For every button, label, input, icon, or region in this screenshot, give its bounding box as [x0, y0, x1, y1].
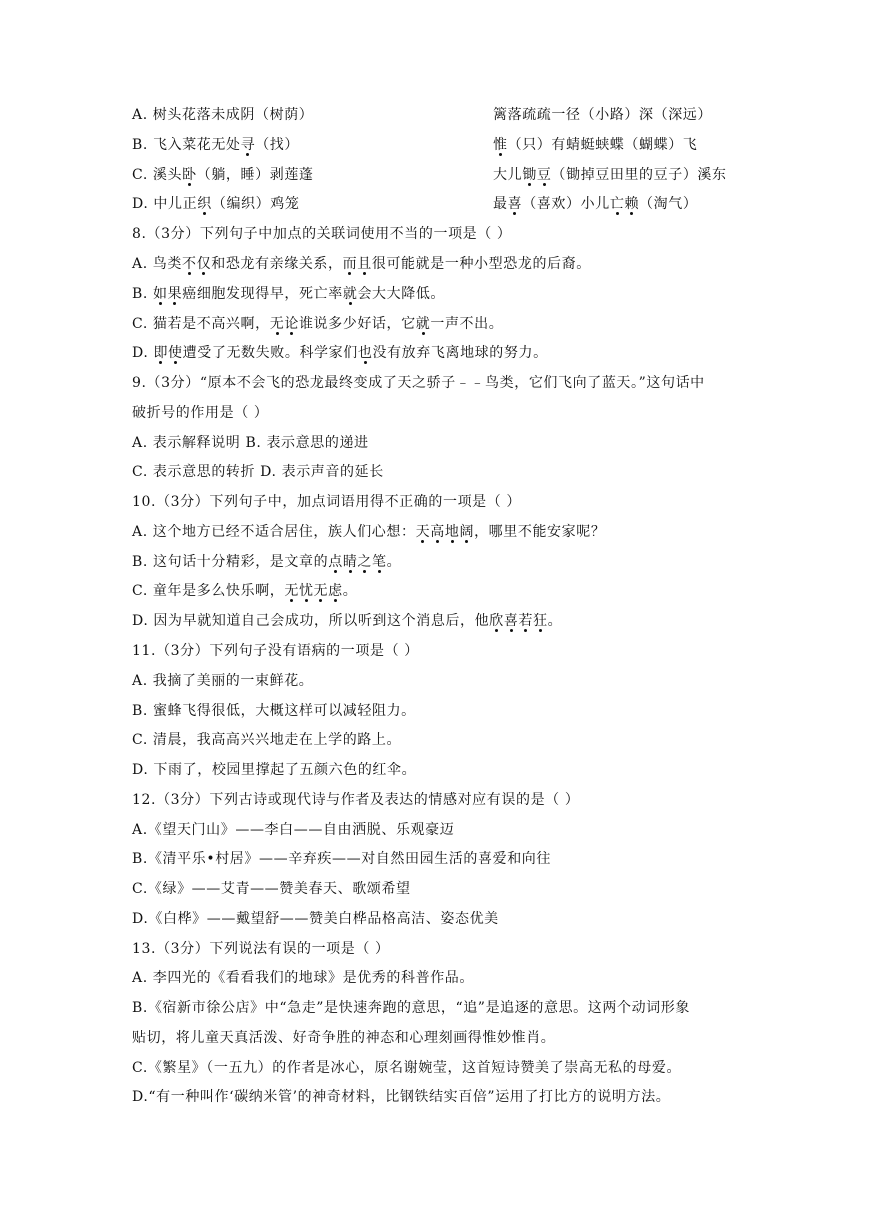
- q7-option-b: B. 飞入菜花无处寻（找）: [132, 137, 300, 153]
- q11-option-b: B. 蜜蜂飞得很低，大概这样可以减轻阻力。: [132, 703, 416, 719]
- q7-option-d-second: 最喜（喜欢）小儿亡赖（淘气）: [493, 196, 698, 212]
- q7-option-c-second: 大儿锄豆（锄掉豆田里的豆子）溪东: [493, 167, 727, 183]
- q11-stem: 11.（3分）下列句子没有语病的一项是（ ）: [132, 643, 419, 659]
- q12-option-b: B.《清平乐•村居》——辛弃疾——对自然田园生活的喜爱和向往: [132, 851, 551, 867]
- q12-option-c: C.《绿》——艾青——赞美春天、歌颂希望: [132, 881, 411, 897]
- q9-stem-line-1: 9.（3分）“原本不会飞的恐龙最终变成了天之骄子﹣﹣鸟类，它们飞向了蓝天。”这句话中: [132, 375, 705, 391]
- q13-option-d: D.“有一种叫作‘碳纳米管’的神奇材料，比钢铁结实百倍”运用了打比方的说明方法。: [132, 1089, 671, 1105]
- q9-stem-line-2: 破折号的作用是（ ）: [132, 405, 269, 421]
- q11-option-d: D. 下雨了，校园里撑起了五颜六色的红伞。: [132, 762, 417, 778]
- q12-option-d: D.《白桦》——戴望舒——赞美白桦品格高洁、姿态优美: [132, 911, 499, 927]
- q7-row-2: [132, 134, 698, 156]
- q7-row-4: [132, 193, 698, 215]
- q13-option-b-line-2: 贴切，将儿童天真活泼、好奇争胜的神态和心理刻画得惟妙惟肖。: [132, 1030, 556, 1046]
- q7-option-a: A. 树头花落未成阴（树荫）: [132, 107, 314, 123]
- q7-option-c: C. 溪头卧（躺，睡）剥莲蓬: [132, 167, 314, 183]
- q9-options-ab: A. 表示解释说明 B. 表示意思的递进: [132, 435, 369, 451]
- q7-row-3: [132, 164, 727, 186]
- q12-stem: 12.（3分）下列古诗或现代诗与作者及表达的情感对应有误的是（ ）: [132, 792, 580, 808]
- q8-option-b: B. 如果癌细胞发现得早，死亡率就会大大降低。: [132, 286, 446, 302]
- q7-option-a-second: 篱落疏疏一径（小路）深（深远）: [493, 107, 712, 123]
- q12-option-a: A.《望天门山》——李白——自由洒脱、乐观豪迈: [132, 822, 455, 838]
- q8-option-c: C. 猫若是不高兴啊，无论谁说多少好话，它就一声不出。: [132, 316, 504, 332]
- q7-option-b-second: 惟（只）有蜻蜓蛱蝶（蝴蝶）飞: [493, 137, 698, 153]
- q8-option-a: A. 鸟类不仅和恐龙有亲缘关系，而且很可能就是一种小型恐龙的后裔。: [132, 256, 591, 272]
- q10-option-d: D. 因为早就知道自己会成功，所以听到这个消息后，他欣喜若狂。: [132, 613, 563, 629]
- q7-row-1: [132, 104, 712, 126]
- q9-options-cd: C. 表示意思的转折 D. 表示声音的延长: [132, 464, 384, 480]
- q7-option-d: D. 中儿正织（编织）鸡笼: [132, 196, 300, 212]
- q13-stem: 13.（3分）下列说法有误的一项是（ ）: [132, 941, 390, 957]
- q10-stem: 10.（3分）下列句子中，加点词语用得不正确的一项是（ ）: [132, 494, 522, 510]
- q10-option-c: C. 童年是多么快乐啊，无忧无虑。: [132, 583, 358, 599]
- q13-option-b-line-1: B.《宿新市徐公店》中“急走”是快速奔跑的意思，“追”是追逐的意思。这两个动词形象: [132, 1000, 690, 1016]
- q10-option-b: B. 这句话十分精彩，是文章的点睛之笔。: [132, 554, 402, 570]
- q11-option-a: A. 我摘了美丽的一束鲜花。: [132, 673, 314, 689]
- q8-option-d: D. 即使遭受了无数失败。科学家们也没有放弃飞离地球的努力。: [132, 345, 548, 361]
- q11-option-c: C. 清晨，我高高兴兴地走在上学的路上。: [132, 732, 402, 748]
- q13-option-a: A. 李四光的《看看我们的地球》是优秀的科普作品。: [132, 970, 475, 986]
- q8-stem: 8.（3分）下列句子中加点的关联词使用不当的一项是（ ）: [132, 226, 512, 242]
- q10-option-a: A. 这个地方已经不适合居住，族人们心想：天高地阔，哪里不能安家呢？: [132, 524, 606, 540]
- q13-option-c: C.《繁星》（一五九）的作者是冰心，原名谢婉莹，这首短诗赞美了崇高无私的母爱。: [132, 1060, 682, 1076]
